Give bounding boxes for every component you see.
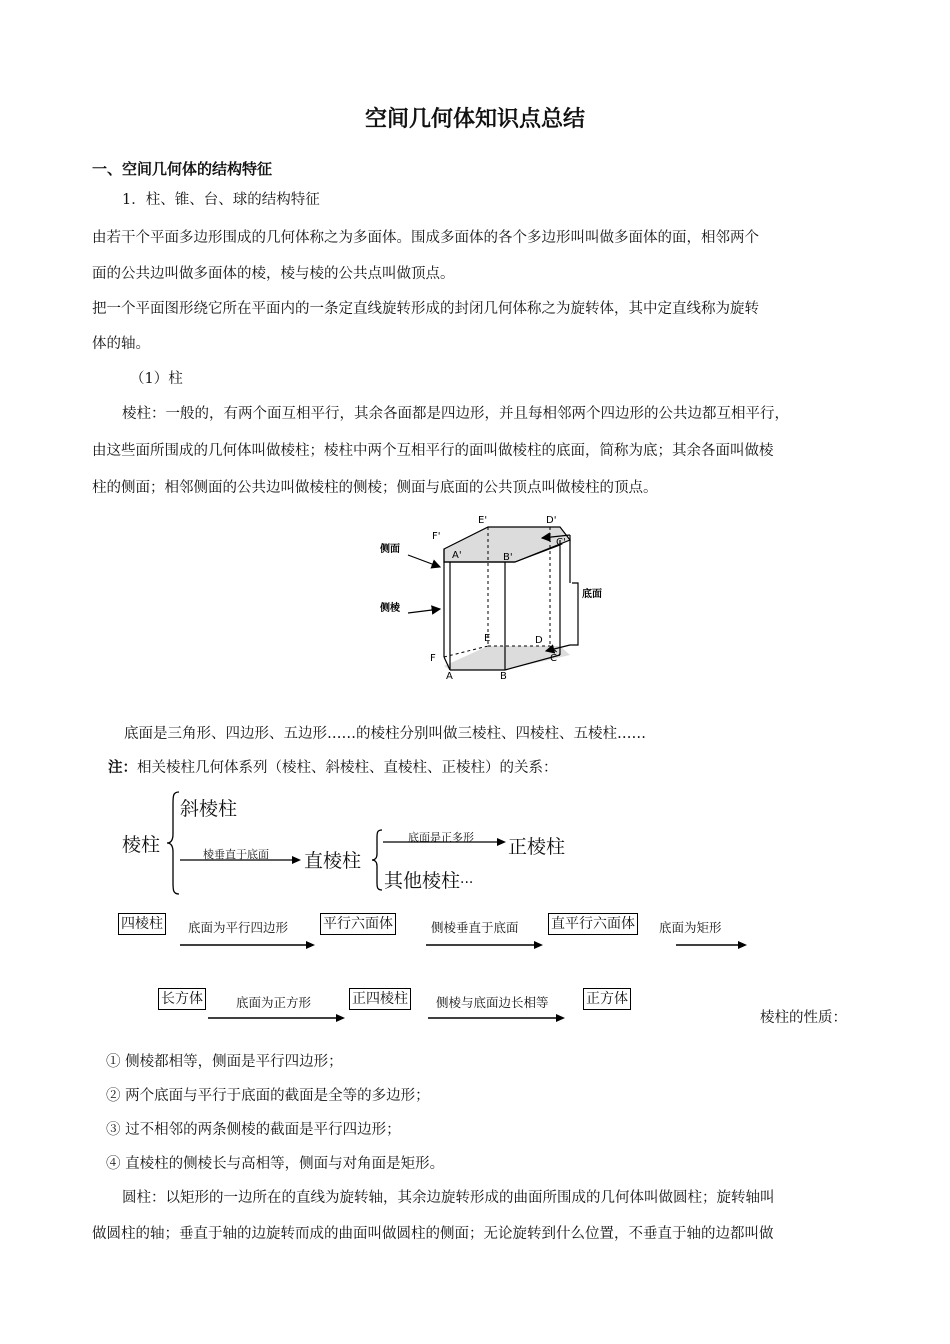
note-line	[108, 758, 558, 778]
vertex-label: B'	[503, 552, 513, 563]
paragraph-line: 底面是三角形、四边形、五边形……的棱柱分别叫做三棱柱、四棱柱、五棱柱……	[124, 726, 646, 742]
section-heading: 一、空间几何体的结构特征	[92, 160, 273, 178]
vertex-label: E	[484, 633, 491, 644]
tree-root: 棱柱	[122, 834, 161, 856]
chain1-box2: 平行六面体	[320, 913, 396, 935]
vertex-label: D'	[546, 515, 557, 526]
arrow	[180, 940, 316, 950]
chain2-box3: 正方体	[583, 988, 631, 1010]
paragraph-line: 柱的侧面；相邻侧面的公共边叫做棱柱的侧棱；侧面与底面的公共顶点叫做棱柱的顶点。	[92, 480, 658, 496]
subsection-heading: 1．柱、锥、台、球的结构特征	[122, 192, 320, 208]
chain1-box1: 四棱柱	[118, 913, 166, 935]
side-edge-label: 侧棱	[380, 603, 400, 614]
side-face-arrow	[408, 555, 440, 567]
vertex-label: F'	[432, 531, 441, 542]
paragraph-line: 面的公共边叫做多面体的棱，棱与棱的公共点叫做顶点。	[92, 266, 455, 282]
note-label: 注：	[108, 759, 137, 776]
base-label: 底面	[582, 589, 602, 600]
arrow	[208, 1013, 346, 1023]
properties-title: 棱柱的性质：	[760, 1010, 847, 1026]
brace-2	[370, 828, 384, 892]
paragraph-line: 棱柱：一般的，有两个面互相平行，其余各面都是四边形，并且每相邻两个四边形的公共边都互相平行，	[122, 406, 789, 422]
tree-other-label: 其他棱柱	[384, 870, 461, 892]
vertex-label: E'	[478, 515, 488, 526]
vertex-label: C'	[556, 537, 566, 548]
side-face-label: 侧面	[380, 544, 400, 555]
chain2-box1: 长方体	[158, 988, 206, 1010]
property-item: ③ 过不相邻的两条侧棱的截面是平行四边形；	[106, 1122, 401, 1138]
arrow	[180, 855, 302, 865]
property-item: ④ 直棱柱的侧棱长与高相等，侧面与对角面是矩形。	[106, 1156, 445, 1172]
arrow	[676, 940, 748, 950]
paragraph-line: 体的轴。	[92, 336, 150, 352]
chain2-box2: 正四棱柱	[349, 988, 411, 1010]
tree-regular: 正棱柱	[508, 836, 566, 858]
tree-right: 直棱柱	[304, 850, 362, 872]
vertex-label: A'	[452, 550, 462, 561]
paragraph-line: 由这些面所围成的几何体叫做棱柱；棱柱中两个互相平行的面叫做棱柱的底面，简称为底；其余各面叫做棱	[92, 443, 774, 459]
tree-cond1: 棱垂直于底面	[203, 848, 269, 861]
paragraph-line: 圆柱：以矩形的一边所在的直线为旋转轴，其余边旋转形成的曲面所围成的几何体叫做圆柱；旋转轴叫	[122, 1190, 775, 1206]
vertex-label: D	[535, 635, 543, 646]
note-text: 相关棱柱几何体系列（棱柱、斜棱柱、直棱柱、正棱柱）的关系：	[137, 760, 558, 776]
chain2-cond2: 侧棱与底面边长相等	[436, 995, 549, 1010]
vertex-label: F	[430, 653, 436, 664]
property-item: ① 侧棱都相等，侧面是平行四边形；	[106, 1054, 343, 1070]
paragraph-line: 由若干个平面多边形围成的几何体称之为多面体。围成多面体的各个多边形叫叫做多面体的面，相邻两个	[92, 230, 759, 246]
brace-1	[165, 790, 181, 896]
arrow	[426, 940, 544, 950]
subsection-heading: （1）柱	[130, 371, 183, 387]
paragraph-line: 把一个平面图形绕它所在平面内的一条定直线旋转形成的封闭几何体称之为旋转体，其中定直线称为旋转	[92, 301, 759, 317]
vertex-label: C	[550, 653, 557, 664]
paragraph-line: 做圆柱的轴；垂直于轴的边旋转而成的曲面叫做圆柱的侧面；无论旋转到什么位置，不垂直于轴的边都叫做	[92, 1226, 774, 1242]
chain1-cond3: 底面为矩形	[659, 920, 722, 935]
property-item: ② 两个底面与平行于底面的截面是全等的多边形；	[106, 1088, 430, 1104]
prism-figure	[370, 505, 610, 685]
tree-cond2: 底面是正多形	[408, 831, 474, 844]
side-edge-arrow	[408, 609, 440, 613]
chain2-cond1: 底面为正方形	[236, 995, 312, 1010]
chain1-cond1: 底面为平行四边形	[188, 920, 289, 935]
tree-oblique: 斜棱柱	[180, 798, 238, 820]
vertex-label: B	[500, 671, 507, 682]
arrow	[383, 837, 507, 847]
page-title: 空间几何体知识点总结	[364, 107, 585, 132]
tree-dots: ···	[460, 875, 474, 891]
chain1-box3: 直平行六面体	[548, 913, 638, 935]
arrow	[428, 1013, 566, 1023]
vertex-label: A	[446, 671, 453, 682]
tree-other	[384, 866, 473, 893]
chain1-cond2: 侧棱垂直于底面	[431, 920, 519, 935]
